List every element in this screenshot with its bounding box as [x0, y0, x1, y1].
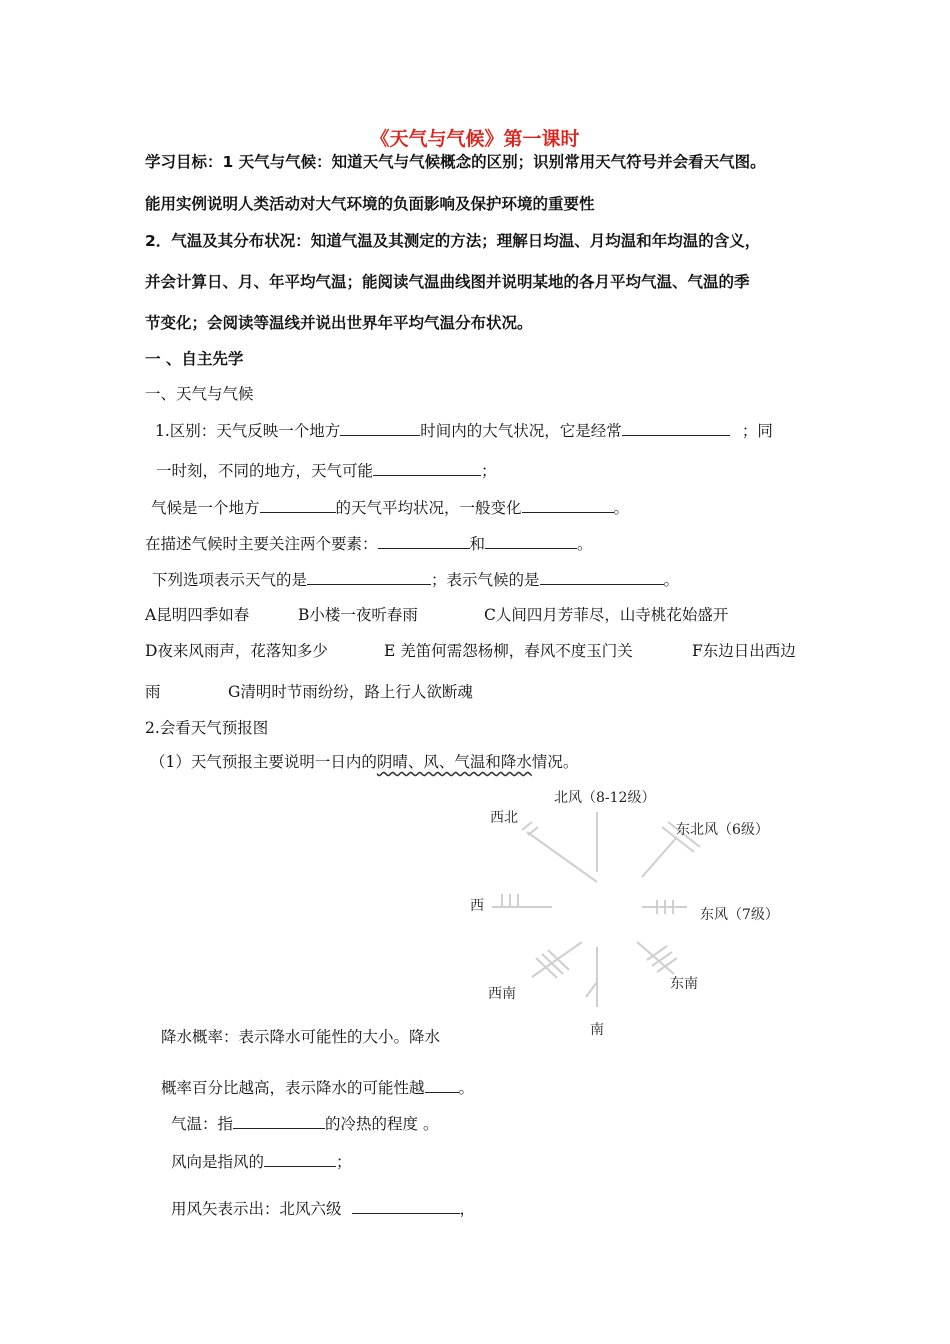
option-e: E 羌笛何需怨杨柳，春风不度玉门关 — [384, 642, 633, 660]
blank-field[interactable] — [378, 533, 470, 549]
question-2-heading: 2.会看天气预报图 — [145, 719, 269, 737]
question-1-line-b: 一时刻，不同的地方，天气可能 ； — [156, 462, 497, 480]
section-heading: 一 、自主先学 — [145, 350, 244, 368]
wind-arrow-line: 用风矢表示出：北风六级 ， — [171, 1200, 476, 1218]
blank-field[interactable] — [352, 1198, 460, 1214]
blank-field[interactable] — [540, 569, 664, 585]
option-c: C人间四月芳菲尽，山寺桃花始盛开 — [484, 606, 729, 624]
wind-direction-diagram — [462, 782, 784, 1040]
option-g: G清明时节雨纷纷，路上行人欲断魂 — [228, 683, 473, 701]
blank-field[interactable] — [373, 460, 481, 476]
blank-field[interactable] — [622, 420, 730, 436]
emphasis-text: 阴晴、风、气温和降水 — [376, 753, 532, 771]
blank-field[interactable] — [485, 533, 577, 549]
question-2-line-1: （1）天气预报主要说明一日内的阴晴、风、气温和降水情况。 — [150, 753, 579, 771]
label-southeast: 东南 — [670, 976, 698, 992]
question-1-line-c: 气候是一个地方 的天气平均状况，一般变化 。 — [151, 499, 630, 517]
goals-line-5: 节变化；会阅读等温线并说出世界年平均气温分布状况。 — [145, 314, 533, 332]
option-d: D夜来风雨声，花落知多少 — [145, 642, 328, 660]
option-f: F东边日出西边 — [692, 642, 796, 660]
label-east: 东风（7级） — [700, 907, 779, 923]
temperature-line: 气温：指 的冷热的程度 。 — [171, 1115, 439, 1133]
goals-line-4: 并会计算日、月、年平均气温；能阅读气温曲线图并说明某地的各月平均气温、气温的季 — [145, 273, 750, 291]
blank-field[interactable] — [260, 497, 336, 513]
wind-direction-line: 风向是指风的 ； — [171, 1153, 352, 1171]
page-title: 《天气与气候》第一课时 — [370, 128, 580, 150]
label-north: 北风（8-12级） — [554, 790, 656, 806]
subsection-heading: 一、天气与气候 — [145, 385, 254, 403]
label-south: 南 — [590, 1022, 604, 1038]
blank-field[interactable] — [522, 497, 614, 513]
question-1-line-e: 下列选项表示天气的是 ；表示气候的是 。 — [152, 571, 680, 589]
blank-field[interactable] — [307, 569, 431, 585]
blank-field[interactable] — [233, 1113, 325, 1129]
question-1-line-a: 1.区别：天气反映一个地方 时间内的大气状况，它是经常 ；同 — [155, 422, 773, 440]
option-a: A昆明四季如春 — [145, 606, 250, 624]
goals-line-3: 2．气温及其分布状况：知道气温及其测定的方法；理解日均温、月均温和年均温的含义， — [145, 232, 761, 250]
option-b: B小楼一夜听春雨 — [298, 606, 418, 624]
question-1-line-d: 在描述气候时主要关注两个要素： 和 。 — [145, 535, 593, 553]
label-northeast: 东北风（6级） — [676, 822, 769, 838]
label-west: 西 — [470, 898, 484, 914]
wind-arrow-lines — [492, 812, 700, 1007]
rain-probability-line-1: 降水概率：表示降水可能性的大小。降水 — [161, 1028, 441, 1046]
rain-probability-line-2: 概率百分比越高，表示降水的可能性越 。 — [161, 1079, 475, 1097]
blank-field[interactable] — [340, 420, 420, 436]
label-southwest: 西南 — [488, 986, 516, 1002]
label-northwest: 西北 — [490, 810, 518, 826]
option-f-continued: 雨 — [145, 683, 161, 701]
goals-line-1: 学习目标：1 天气与气候：知道天气与气候概念的区别；识别常用天气符号并会看天气图。 — [145, 153, 766, 171]
blank-field[interactable] — [425, 1077, 459, 1093]
goals-line-2: 能用实例说明人类活动对大气环境的负面影响及保护环境的重要性 — [145, 195, 595, 213]
blank-field[interactable] — [264, 1151, 336, 1167]
